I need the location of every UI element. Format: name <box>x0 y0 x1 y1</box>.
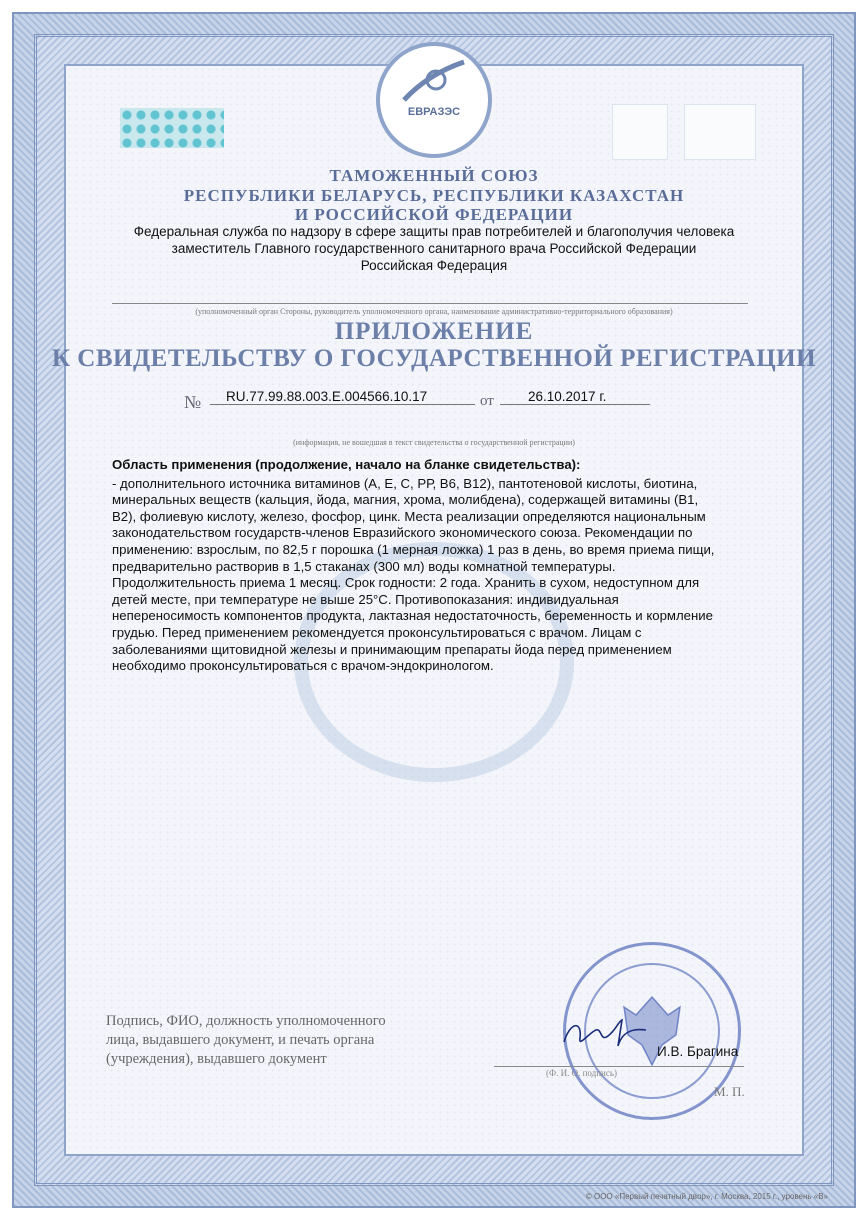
evrazes-logo <box>376 42 492 158</box>
registration-number: RU.77.99.88.003.E.004566.10.17 <box>210 389 475 405</box>
document-subtitle: К СВИДЕТЕЛЬСТВУ О ГОСУДАРСТВЕННОЙ РЕГИСТРАЦИИ <box>51 345 817 372</box>
authority-line-2: заместитель Главного государственного санитарного врача Российской Федерации <box>171 241 697 256</box>
blank-field <box>612 104 668 160</box>
authority-line-1: Федеральная служба по надзору в сфере защиты прав потребителей и благополучия человека <box>133 224 735 239</box>
authority-caption: (уполномоченный орган Стороны, руководитель уполномоченного органа, наименование административно-территориального образования) <box>195 307 673 316</box>
signature-label: Подпись, ФИО, должность уполномоченного лица, выдавшего документ, и печать органа (учреждения), выдавшего документ <box>106 1013 386 1067</box>
fio-underline <box>494 1066 744 1067</box>
number-sign: № <box>184 392 202 412</box>
header-line-3: И РОССИЙСКОЙ ФЕДЕРАЦИИ <box>294 205 574 224</box>
content-text: - дополнительного источника витаминов (А, Е, С, РР, В6, В12), пантотеновой кислоты, биотина, минеральных веществ (кальция, йода, магния, хрома, молибдена), содержащей витамины (В1, В2), фолиевую кислоту, железо, фосфор, цинк. Места реализации определяются национальным законодательством государств-членов Евразийского экономического союза. Рекомендации по применению: взрослым, по 82,5 г порошка (1 мерная ложка) 1 раз в день, во время приема пищи, предварительно растворив в 1,5 стаканах (300 мл) воды комнатной температуры. Продолжительность приема 1 месяц. Срок годности: 2 года. Хранить в сухом, недоступном для детей месте, при температуре не выше 25°С. Противопоказания: индивидуальная непереносимость компонентов продукта, лактазная недостаточность, беременность и кормление грудью. Перед применением рекомендуется проконсультироваться с врачом. Лицам с заболеваниями щитовидной железы и принимающим препараты йода перед применением необходимо проконсультироваться с врачом-эндокринологом. <box>112 475 715 674</box>
blank-field <box>684 104 756 160</box>
authority-underline <box>112 303 748 304</box>
fio-caption: (Ф. И. О. подпись) <box>546 1068 617 1078</box>
content-heading: Область применения (продолжение, начало на бланке свидетельства): <box>112 457 581 472</box>
handwritten-signature <box>560 1012 650 1052</box>
date-prefix: от <box>480 393 494 409</box>
hologram-strip <box>120 108 224 148</box>
header-line-2: РЕСПУБЛИКИ БЕЛАРУСЬ, РЕСПУБЛИКИ КАЗАХСТАН <box>183 186 685 205</box>
authority-line-3: Российская Федерация <box>360 258 508 273</box>
logo-label: ЕВРАЗЭС <box>407 106 461 118</box>
registration-caption: (информация, не вошедшая в текст свидетельства о государственной регистрации) <box>293 438 575 447</box>
registration-date: 26.10.2017 г. <box>500 389 650 405</box>
swoosh-icon <box>398 56 470 108</box>
printer-imprint: © ООО «Первый печатный двор», г. Москва, 2015 г., уровень «В» <box>585 1192 828 1201</box>
document-title: ПРИЛОЖЕНИЕ <box>334 318 534 345</box>
content-block <box>112 457 762 675</box>
seal-place-label: М. П. <box>714 1084 745 1099</box>
signer-name: И.В. Брагина <box>657 1044 739 1059</box>
header-line-1: ТАМОЖЕННЫЙ СОЮЗ <box>329 166 539 185</box>
